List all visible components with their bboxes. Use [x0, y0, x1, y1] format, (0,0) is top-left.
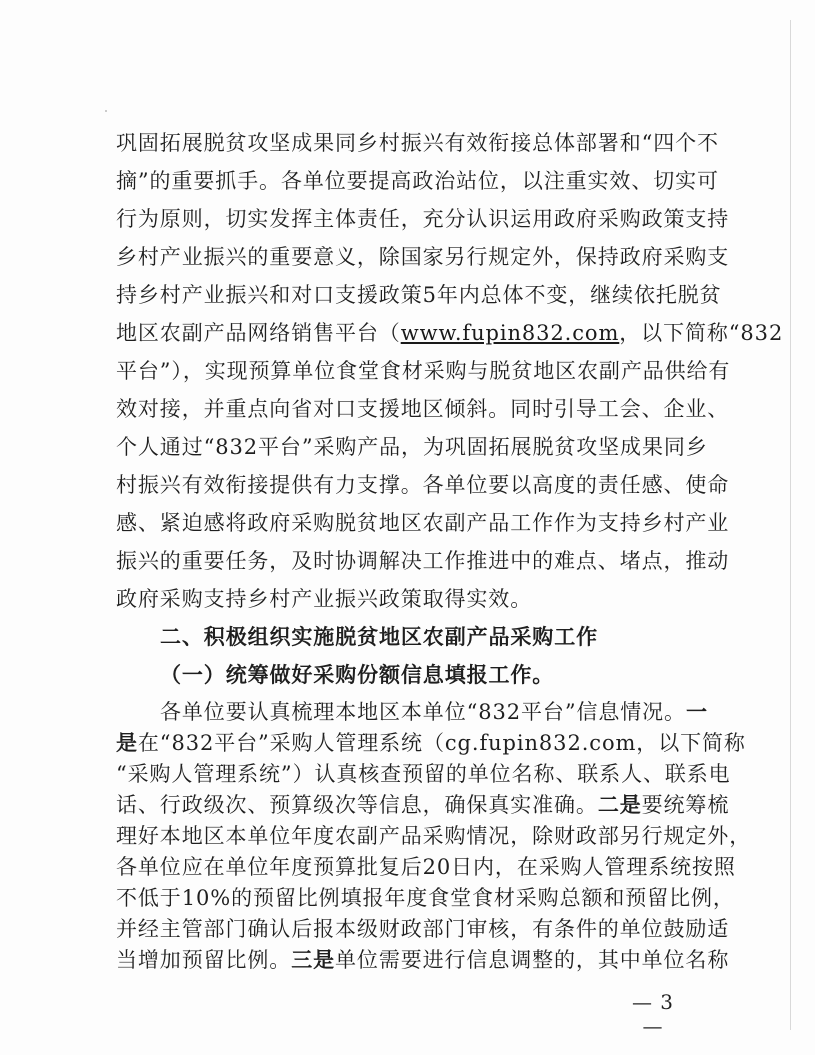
text-line: [116, 947, 730, 972]
subsection-heading: （一）统筹做好采购份额信息填报工作。: [160, 662, 555, 687]
fupin832-link[interactable]: www.fupin832.com: [400, 321, 620, 345]
text-segment: 地区农副产品网络销售平台（: [116, 321, 401, 345]
bold-segment: 二是: [597, 792, 642, 817]
bold-segment: 一: [685, 699, 708, 724]
text-line: “采购人管理系统”）认真核查预留的单位名称、联系人、联系电: [116, 762, 731, 786]
text-segment: 要统筹梳: [641, 793, 730, 817]
page-edge: [790, 20, 791, 1030]
text-line: 摘”的重要抓手。各单位要提高政治站位，以注重实效、切实可: [116, 169, 719, 193]
text-line: [116, 730, 746, 755]
bold-segment: 三是: [291, 947, 336, 972]
text-segment: 话、行政级次、预算级次等信息，确保真实准确。: [116, 793, 598, 817]
text-line: [160, 699, 708, 724]
text-segment: 当增加预留比例。: [116, 948, 292, 972]
text-line: 行为原则，切实发挥主体责任，充分认识运用政府采购政策支持: [116, 207, 730, 231]
text-line: [116, 792, 730, 817]
text-line: 不低于10%的预留比例填报年度食堂食材采购总额和预留比例，: [116, 886, 735, 910]
scan-speck: [105, 110, 107, 112]
text-line: 村振兴有效衔接提供有力支撑。各单位要以高度的责任感、使命: [116, 473, 730, 497]
text-line: 振兴的重要任务，及时协调解决工作推进中的难点、堵点，推动: [116, 549, 730, 573]
text-line: 持乡村产业振兴和对口支援政策5年内总体不变，继续依托脱贫: [116, 283, 722, 307]
text-segment: 在“832平台”采购人管理系统（cg.fupin832.com，以下简称: [137, 731, 746, 755]
text-line: 平台”），实现预算单位食堂食材采购与脱贫地区农副产品供给有: [116, 359, 731, 383]
text-line: 各单位应在单位年度预算批复后20日内，在采购人管理系统按照: [116, 855, 736, 879]
text-line: 个人通过“832平台”采购产品，为巩固拓展脱贫攻坚成果同乡: [116, 435, 708, 459]
text-line: [116, 321, 784, 345]
text-segment: ，以下简称“832: [619, 321, 784, 345]
text-line: 政府采购支持乡村产业振兴政策取得实效。: [116, 587, 533, 611]
text-line: 并经主管部门确认后报本级财政部门审核，有条件的单位鼓励适: [116, 917, 730, 941]
text-segment: 各单位要认真梳理本地区本单位“832平台”信息情况。: [160, 700, 686, 724]
page-number: — 3 —: [631, 990, 675, 1038]
text-line: 效对接，并重点向省对口支援地区倾斜。同时引导工会、企业、: [116, 397, 730, 421]
text-line: 感、紧迫感将政府采购脱贫地区农副产品工作作为支持乡村产业: [116, 511, 730, 535]
section-heading: 二、积极组织实施脱贫地区农副产品采购工作: [160, 624, 598, 649]
text-line: 巩固拓展脱贫攻坚成果同乡村振兴有效衔接总体部署和“四个不: [116, 131, 719, 155]
bold-segment: 是: [116, 730, 138, 755]
text-line: 乡村产业振兴的重要意义，除国家另行规定外，保持政府采购支: [116, 245, 730, 269]
text-segment: 单位需要进行信息调整的，其中单位名称: [335, 948, 730, 972]
text-line: 理好本地区本单位年度农副产品采购情况，除财政部另行规定外，: [116, 824, 752, 848]
